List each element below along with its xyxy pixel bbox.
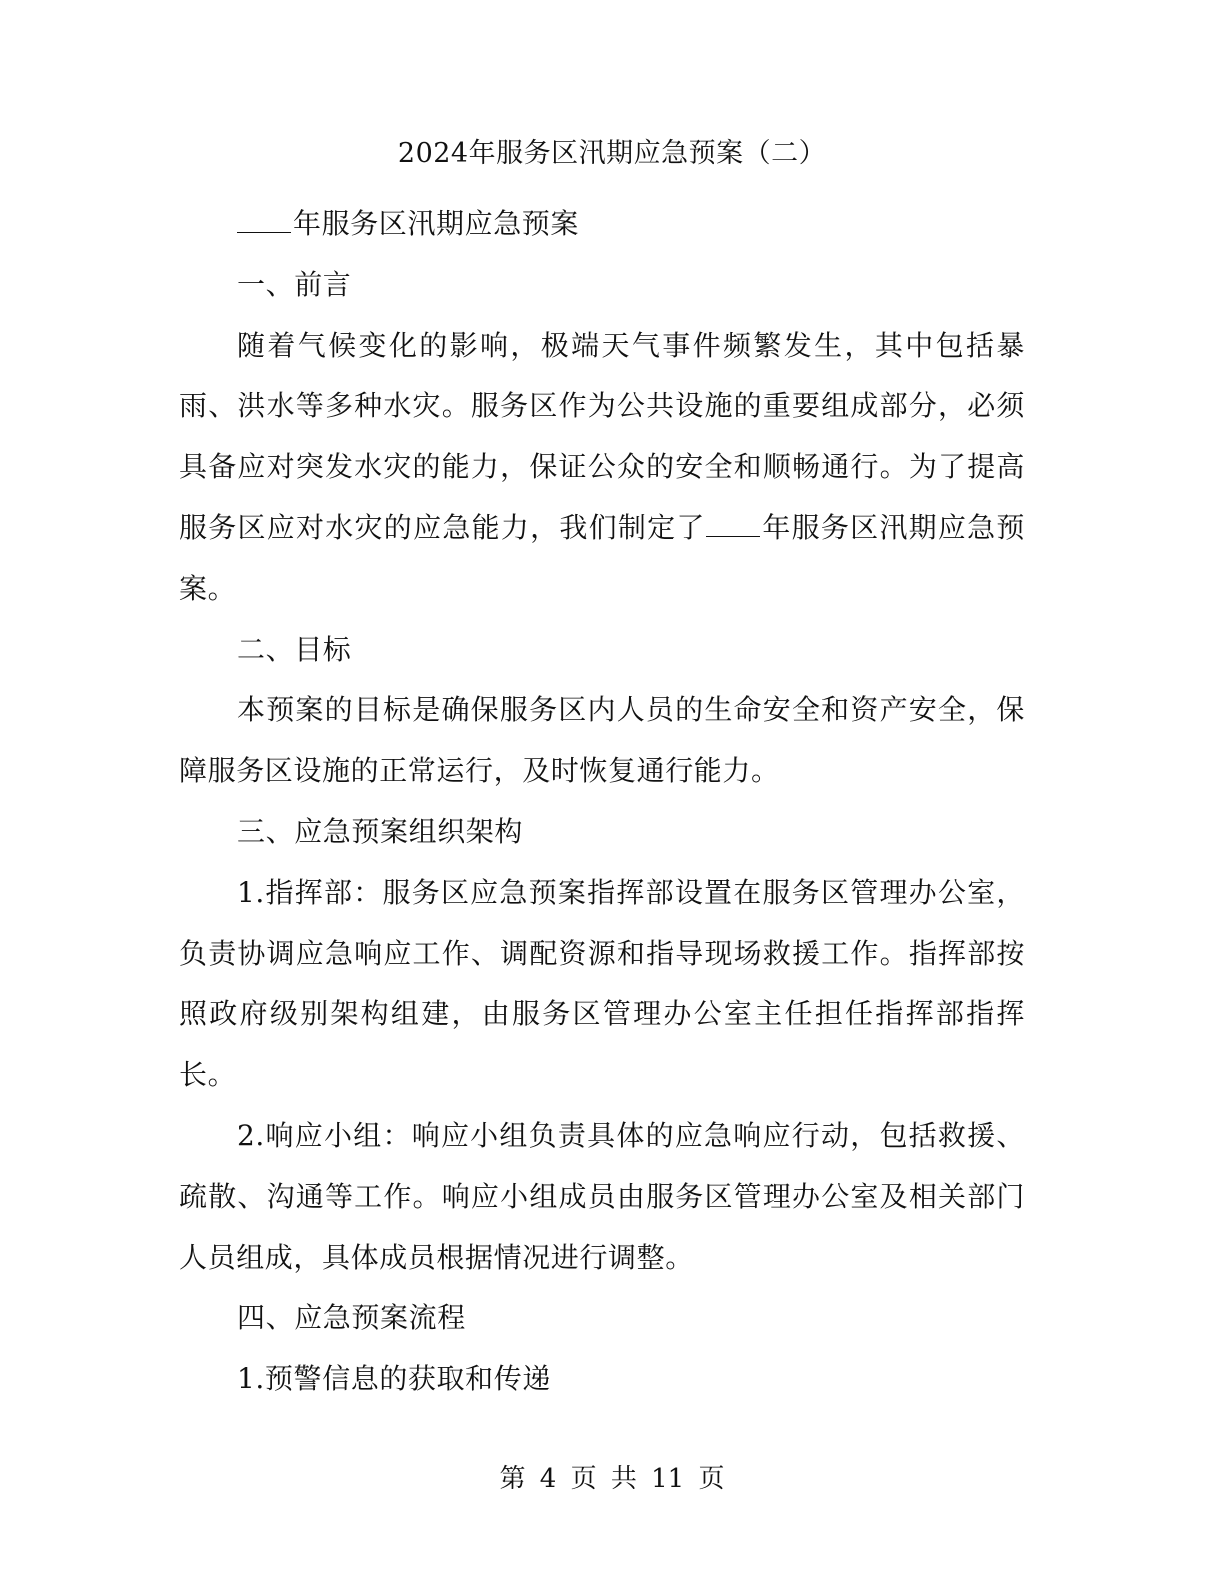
document-body <box>179 194 1025 1410</box>
paragraph-response-team: 2.响应小组：响应小组负责具体的应急响应行动，包括救援、疏散、沟通等工作。响应小组成员由服务区管理办公室及相关部门人员组成，具体成员根据情况进行调整。 <box>179 1118 1025 1274</box>
preface-text-part-2: 年服务区汛期应急预案。 <box>179 510 1025 605</box>
document-title: 2024年服务区汛期应急预案（二） <box>397 138 827 169</box>
section-heading-goal: 二、目标 <box>237 632 352 666</box>
paragraph-warning-info: 1.预警信息的获取和传递 <box>237 1362 551 1396</box>
paragraph-command-center: 1.指挥部：服务区应急预案指挥部设置在服务区管理办公室，负责协调应急响应工作、调配资源和指导现场救援工作。指挥部按照政府级别架构组建，由服务区管理办公室主任担任指挥部指挥长。 <box>179 875 1025 1092</box>
document-subtitle <box>179 194 1025 255</box>
paragraph-preface <box>179 316 1025 620</box>
section-heading-organization: 三、应急预案组织架构 <box>237 814 524 848</box>
page-number-footer: 第 4 页 共 11 页 <box>499 1464 725 1494</box>
section-heading-preface: 一、前言 <box>237 267 352 301</box>
paragraph-goal: 本预案的目标是确保服务区内人员的生命安全和资产安全，保障服务区设施的正常运行，及时恢复通行能力。 <box>179 693 1025 788</box>
blank-underline <box>237 206 291 233</box>
blank-underline <box>706 510 760 537</box>
subtitle-text: 年服务区汛期应急预案 <box>293 207 580 240</box>
section-heading-process: 四、应急预案流程 <box>237 1301 466 1335</box>
preface-text-part-1: 随着气候变化的影响，极端天气事件频繁发生，其中包括暴雨、洪水等多种水灾。服务区作为公共设施的重要组成部分，必须具备应对突发水灾的能力，保证公众的安全和顺畅通行。为了提高服务区应对水灾的应急能力，我们制定了 <box>179 328 1025 544</box>
